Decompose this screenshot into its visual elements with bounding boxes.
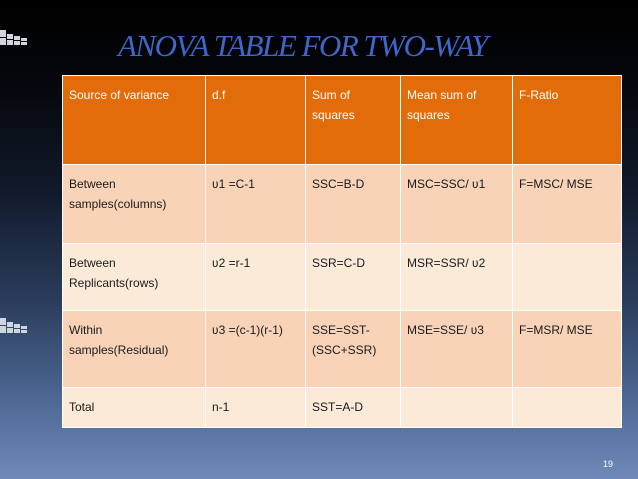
table-cell: SSE=SST-(SSC+SSR) <box>306 311 401 388</box>
table-cell: MSC=SSC/ ʋ1 <box>401 165 513 244</box>
table-cell: Within samples(Residual) <box>63 311 206 388</box>
table-row <box>63 244 622 311</box>
table-cell: ʋ1 =C-1 <box>206 165 306 244</box>
table-cell <box>513 244 622 311</box>
table-cell: Total <box>63 388 206 428</box>
table-cell: Between samples(columns) <box>63 165 206 244</box>
page-number: 19 <box>603 459 614 469</box>
anova-table-container <box>62 75 621 428</box>
table-cell: F=MSC/ MSE <box>513 165 622 244</box>
table-cell: SST=A-D <box>306 388 401 428</box>
table-cell <box>513 388 622 428</box>
table-cell <box>401 388 513 428</box>
table-row <box>63 165 622 244</box>
table-cell: SSR=C-D <box>306 244 401 311</box>
table-row <box>63 388 622 428</box>
table-cell: F=MSR/ MSE <box>513 311 622 388</box>
anova-table <box>62 75 622 428</box>
table-cell: ʋ2 =r-1 <box>206 244 306 311</box>
header-mean-sum-of-squares: Mean sum of squares <box>401 76 513 165</box>
table-cell: SSC=B-D <box>306 165 401 244</box>
decor-bars-top <box>0 30 26 45</box>
header-df: d.f <box>206 76 306 165</box>
table-cell: n-1 <box>206 388 306 428</box>
table-row <box>63 311 622 388</box>
header-source-of-variance: Source of variance <box>63 76 206 165</box>
decor-bars-bottom <box>0 318 26 333</box>
table-cell: MSE=SSE/ ʋ3 <box>401 311 513 388</box>
header-f-ratio: F-Ratio <box>513 76 622 165</box>
slide-title: ANOVA TABLE FOR TWO-WAY <box>118 28 487 63</box>
table-cell: MSR=SSR/ ʋ2 <box>401 244 513 311</box>
table-header-row <box>63 76 622 165</box>
header-sum-of-squares: Sum of squares <box>306 76 401 165</box>
table-cell: Between Replicants(rows) <box>63 244 206 311</box>
table-cell: ʋ3 =(c-1)(r-1) <box>206 311 306 388</box>
